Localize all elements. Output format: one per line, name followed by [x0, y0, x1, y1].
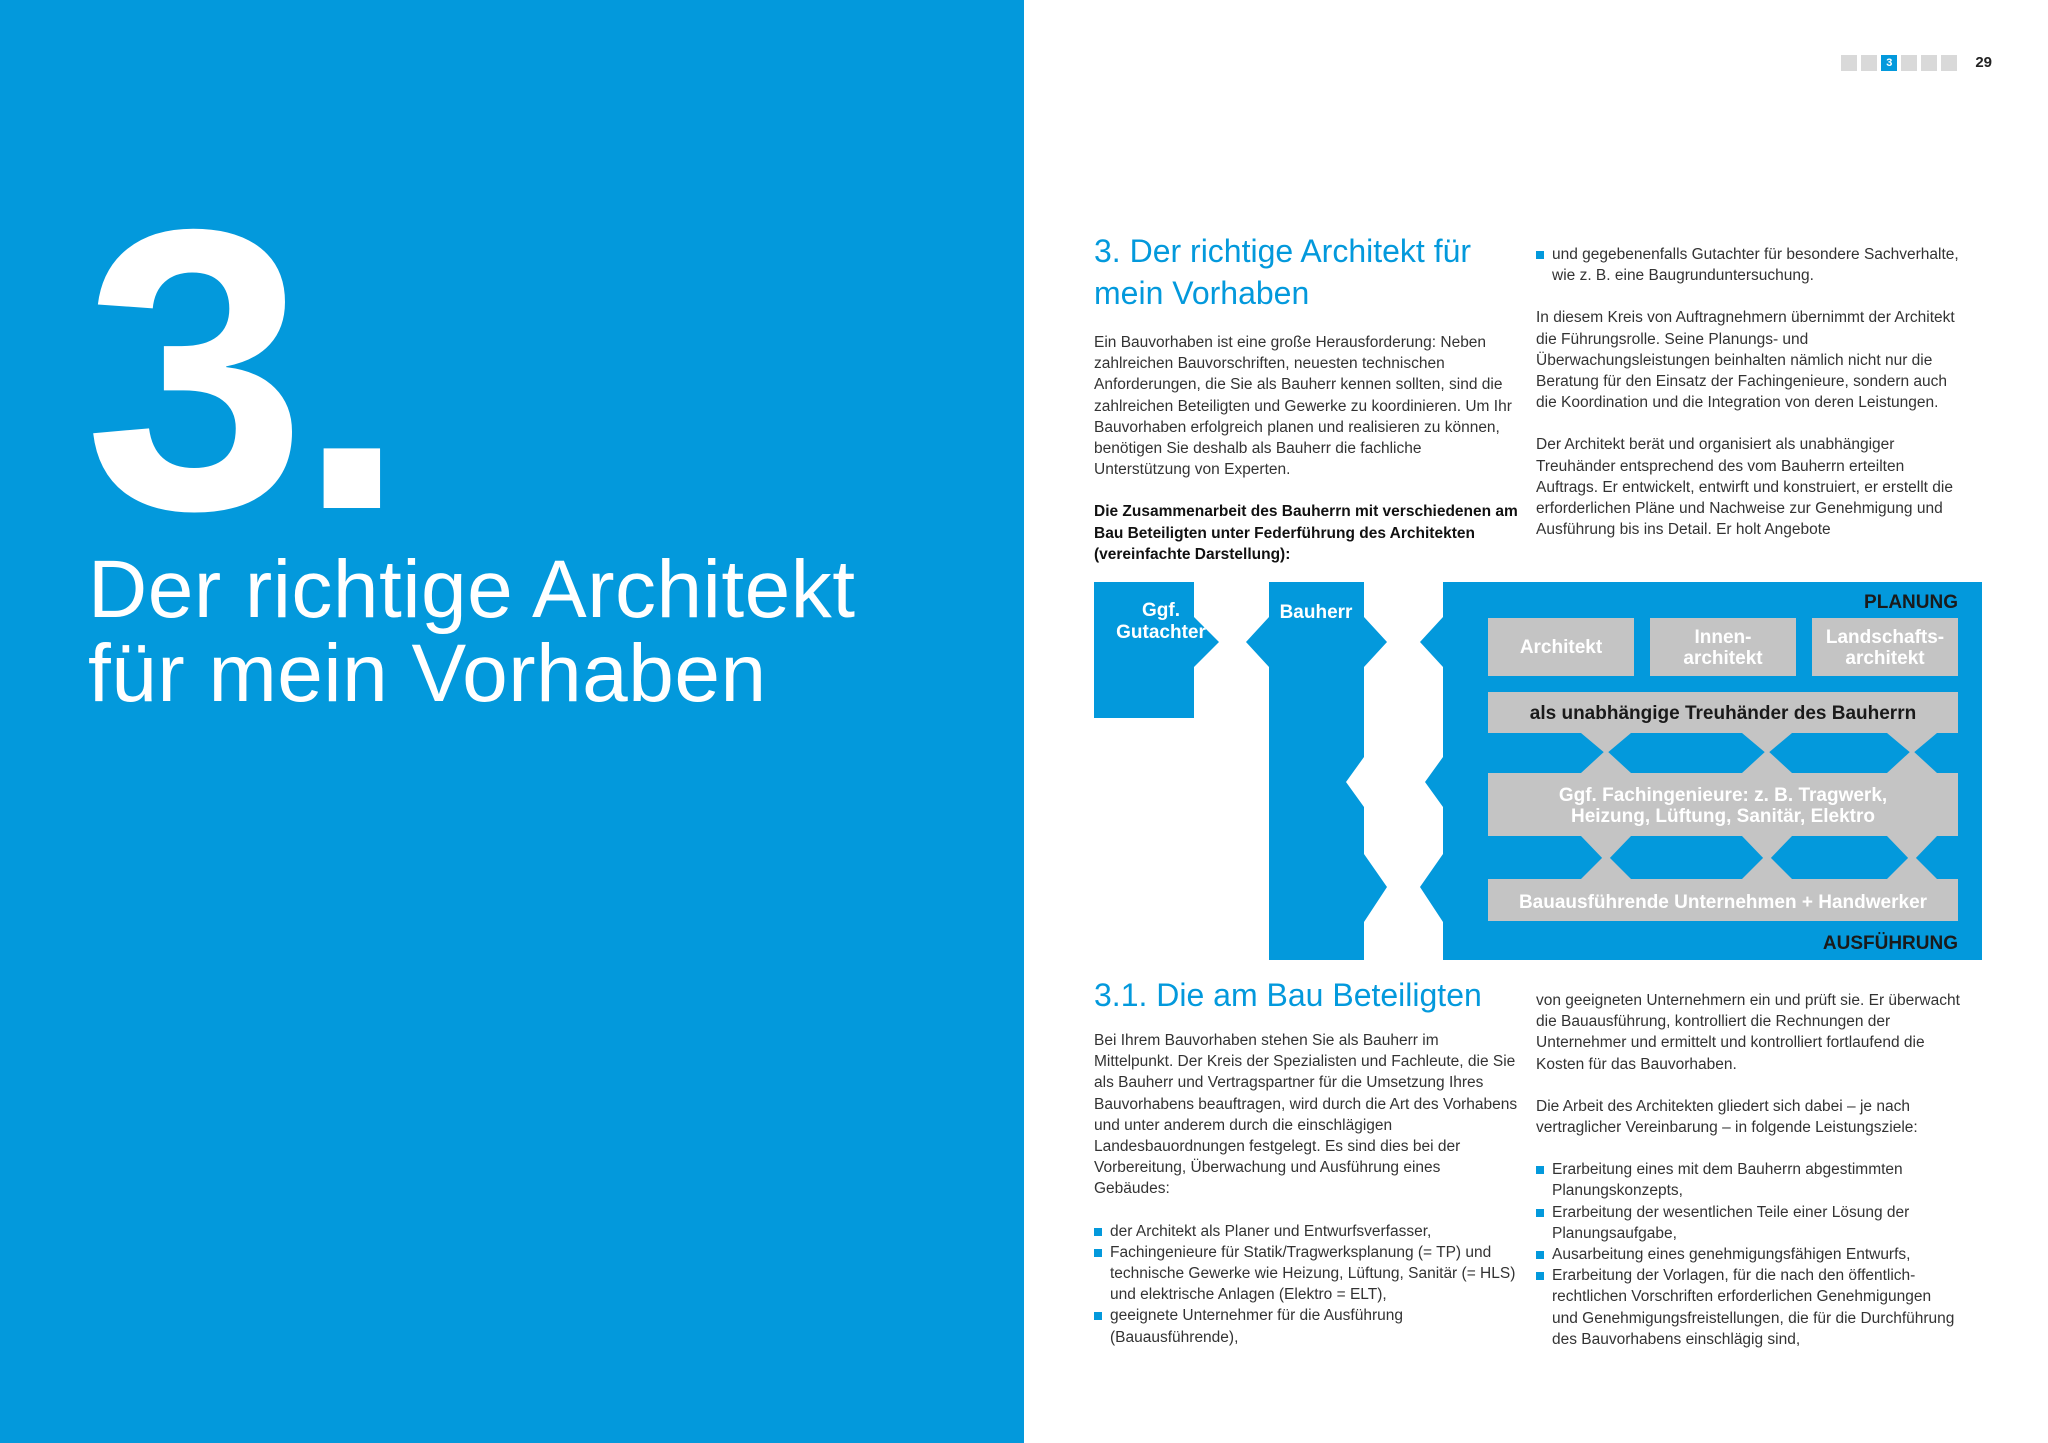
section-3-1-bullet-list: [1094, 1221, 1519, 1348]
nav-square-1[interactable]: [1841, 55, 1857, 71]
ausfuehrung-label: AUSFÜHRUNG: [1822, 933, 1958, 954]
right-top-paragraph-1: In diesem Kreis von Auftragnehmern übernimmt der Architekt die Führungsrolle. Seine Planungs- und Überwachungsleistungen beinhalten nämlich nicht nur die Beratung für den Einsatz der Fachingenieure, sondern auch die Koordination und die Integration von deren Leistungen.: [1536, 309, 1955, 412]
list-item: Erarbeitung eines mit dem Bauherrn abgestimmten Planungskonzepts,: [1536, 1159, 1961, 1201]
list-item: Erarbeitung der wesentlichen Teile einer Lösung der Planungsaufgabe,: [1536, 1202, 1961, 1244]
fachingenieure-label-line2: Heizung, Lüftung, Sanitär, Elektro: [1570, 806, 1876, 827]
bauherr-block: [1246, 582, 1387, 960]
right-bottom-paragraph-2: Die Arbeit des Architekten gliedert sich dabei – je nach vertraglicher Vereinbarung – in folgende Leistungsziele:: [1536, 1097, 1918, 1137]
list-item: der Architekt als Planer und Entwurfsverfasser,: [1094, 1221, 1519, 1242]
chapter-title-line2: für mein Vorhaben: [88, 628, 767, 719]
section-3-1-paragraph: Bei Ihrem Bauvorhaben stehen Sie als Bauherr im Mittelpunkt. Der Kreis der Spezialisten und Fachleute, die Sie als Bauherr und Vertragspartner für die Umsetzung Ihres Bauvorhabens beauftragen, wird durch die Art des Vorhabens und unter anderem durch die einschlägigen Landesbauordnungen festgelegt. Es sind dies bei der Vorbereitung, Überwachung und Ausführung eines Gebäudes:: [1094, 1032, 1518, 1198]
list-item: Fachingenieure für Statik/Tragwerksplanung (= TP) und technische Gewerke wie Heizung, Lüftung, Sanitär (= HLS) und elektrische Anlagen (Elektro = ELT),: [1094, 1242, 1519, 1306]
innenarchitekt-label-line1: Innen-: [1694, 627, 1752, 648]
right-top-bullet-list: [1536, 244, 1961, 286]
gutachter-label-line2: Gutachter: [1116, 622, 1206, 643]
gutachter-label-line1: Ggf.: [1142, 600, 1180, 621]
treuhaender-label: als unabhängige Treuhänder des Bauherrn: [1529, 703, 1917, 724]
list-item: Erarbeitung der Vorlagen, für die nach den öffentlich-rechtlichen Vorschriften erforderlichen Genehmigungen und Genehmigungsfreistellungen, die für die Durchführung des Bauvorhabens einschlägig sind,: [1536, 1265, 1961, 1350]
innenarchitekt-label-line2: architekt: [1683, 648, 1763, 669]
list-item: geeignete Unternehmer für die Ausführung (Bauausführende),: [1094, 1305, 1519, 1347]
right-bottom-paragraph-1: von geeigneten Unternehmern ein und prüft sie. Er überwacht die Bauausführung, kontrolliert die Rechnungen der Unternehmer und ermittelt und kontrolliert fortlaufend die Kosten für das Bauvorhaben.: [1536, 992, 1960, 1073]
nav-square-3-active[interactable]: 3: [1881, 55, 1897, 71]
chapter-title-line1: Der richtige Architekt: [88, 544, 856, 635]
right-top-paragraph-2: Der Architekt berät und organisiert als unabhängiger Treuhänder entsprechend des vom Bauherrn erteilten Auftrags. Er entwickelt, entwirft und konstruiert, er erstellt die erforderlichen Pläne und Nachweise zur Genehmigung und Ausführung bis ins Detail. Er holt Angebote: [1536, 436, 1953, 539]
section-3-intro: Ein Bauvorhaben ist eine große Herausforderung: Neben zahlreichen Bauvorschriften, neuesten technischen Anforderungen, die Sie als Bauherr kennen sollten, sind die zahlreichen Beteiligten und Gewerke zu koordinieren. Um Ihr Bauvorhaben erfolgreich planen und realisieren zu können, benötigen Sie deshalb als Bauherr die fachliche Unterstützung von Experten.: [1094, 334, 1512, 479]
page-number: 29: [1975, 54, 1992, 71]
bauherr-label: Bauherr: [1279, 602, 1353, 623]
chapter-navigation: [1841, 54, 1992, 71]
landschaftsarchitekt-label-line2: architekt: [1845, 648, 1925, 669]
nav-square-5[interactable]: [1921, 55, 1937, 71]
planung-label: PLANUNG: [1864, 592, 1958, 613]
section-3-heading: [1094, 230, 1519, 314]
section-3-heading-line2: mein Vorhaben: [1094, 275, 1310, 311]
right-content-page: [1024, 0, 2048, 1443]
chapter-title: [88, 544, 856, 719]
unternehmen-label: Bauausführende Unternehmen + Handwerker: [1518, 892, 1928, 913]
right-top-column: [1536, 244, 1961, 561]
section-3-heading-line1: 3. Der richtige Architekt für: [1094, 233, 1472, 269]
list-item: Ausarbeitung eines genehmigungsfähigen Entwurfs,: [1536, 1244, 1961, 1265]
landschaftsarchitekt-label-line1: Landschafts-: [1825, 627, 1945, 648]
nav-square-6[interactable]: [1941, 55, 1957, 71]
diagram-caption: Die Zusammenarbeit des Bauherrn mit verschiedenen am Bau Beteiligten unter Federführung des Architekten (vereinfachte Darstellung):: [1094, 503, 1518, 563]
section-3-1-column: [1094, 974, 1519, 1369]
fachingenieure-label-line1: Ggf. Fachingenieure: z. B. Tragwerk,: [1558, 785, 1888, 806]
list-item: und gegebenenfalls Gutachter für besondere Sachverhalte, wie z. B. eine Baugrunduntersuchung.: [1536, 244, 1961, 286]
collaboration-diagram: [1094, 582, 1982, 962]
right-bottom-bullet-list: [1536, 1159, 1961, 1350]
chapter-number: 3.: [84, 146, 398, 593]
nav-square-2[interactable]: [1861, 55, 1877, 71]
section-3-column: [1094, 230, 1519, 586]
architekt-label: Architekt: [1519, 637, 1603, 658]
section-3-1-heading: 3.1. Die am Bau Beteiligten: [1094, 977, 1482, 1013]
right-bottom-column: [1536, 990, 1961, 1371]
nav-square-4[interactable]: [1901, 55, 1917, 71]
